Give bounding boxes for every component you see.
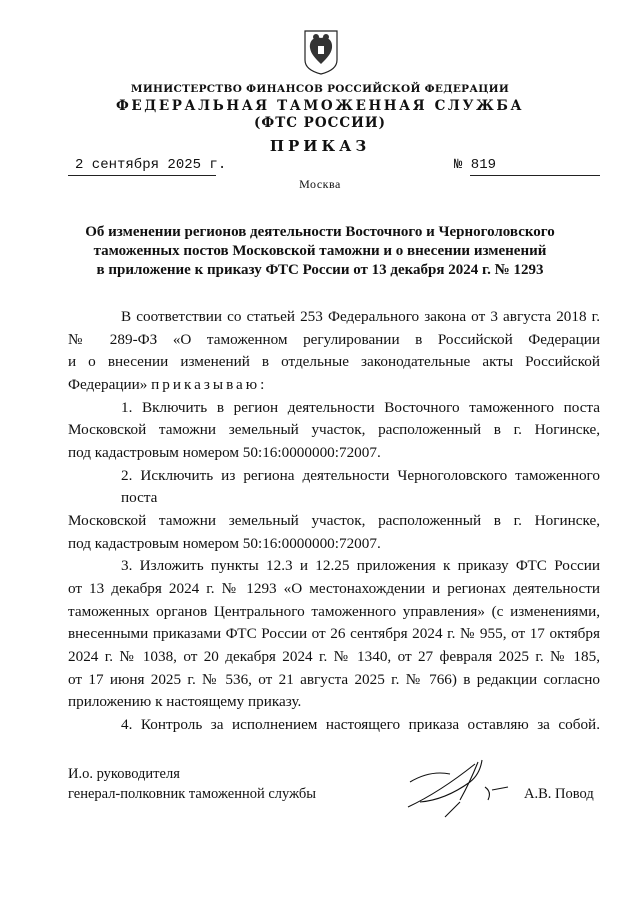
document-city: Москва: [299, 177, 341, 191]
body-line: Московской таможни земельный участок, расположенный в г. Ногинске,: [68, 511, 600, 529]
document-type: ПРИКАЗ: [269, 137, 371, 155]
ministry-name: МИНИСТЕРСТВО ФИНАНСОВ РОССИЙСКОЙ ФЕДЕРАЦИИ: [130, 83, 510, 95]
body-line: от 17 июня 2025 г. № 536, от 21 августа 2025 г. № 766) в редакции согласно: [68, 670, 600, 688]
title-line: таможенных постов Московской таможни и о внесении изменений: [93, 243, 547, 259]
body-line: Федерации»: [68, 375, 148, 393]
number-underline: [470, 175, 600, 176]
document-body: [68, 306, 600, 736]
document-number: № 819: [454, 157, 497, 173]
date-underline: [68, 175, 216, 176]
signatory-name: А.В. Повод: [524, 786, 594, 803]
body-line: № 289-ФЗ «О таможенном регулировании в Российской Федерации: [68, 330, 600, 348]
coat-of-arms-emblem: [302, 28, 340, 76]
document-title: [0, 223, 640, 280]
signature-block: [68, 764, 600, 824]
position-line: И.о. руководителя: [68, 766, 180, 783]
document-date: 2 сентября 2025 г.: [75, 157, 227, 173]
body-line: 2. Исключить из региона деятельности Черноголовского таможенного поста: [121, 466, 600, 507]
document-content: [68, 306, 600, 824]
service-name: ФЕДЕРАЛЬНАЯ ТАМОЖЕННАЯ СЛУЖБА: [115, 98, 525, 114]
position-line: генерал-полковник таможенной службы: [68, 786, 317, 803]
order-word: приказываю:: [151, 375, 268, 393]
body-line: Московской таможни земельный участок, расположенный в г. Ногинске,: [68, 421, 600, 439]
body-line: под кадастровым номером 50:16:0000000:72007.: [68, 534, 381, 552]
body-line: внесенными приказами ФТС России от 26 сентября 2024 г. № 955, от 17 октября: [68, 625, 600, 643]
body-line: под кадастровым номером 50:16:0000000:72007.: [68, 443, 381, 461]
body-line: В соответствии со статьей 253 Федерального закона от 3 августа 2018 г.: [121, 308, 600, 325]
body-line: 3. Изложить пункты 12.3 и 12.25 приложения к приказу ФТС России: [121, 557, 600, 575]
body-line: и о внесении изменений в отдельные законодательные акты Российской: [68, 353, 600, 371]
body-line: 1. Включить в регион деятельности Восточного таможенного поста: [121, 398, 600, 416]
body-line: 4. Контроль за исполнением настоящего приказа оставляю за собой.: [121, 715, 600, 733]
body-line: таможенных органов Центрального таможенного управления» (с изменениями,: [68, 602, 600, 620]
title-line: в приложение к приказу ФТС России от 13 декабря 2024 г. № 1293: [96, 262, 544, 278]
handwritten-signature: [400, 752, 510, 822]
body-line: приложению к настоящему приказу.: [68, 693, 302, 711]
body-line: от 13 декабря 2024 г. № 1293 «О местонахождении и регионах деятельности: [68, 579, 600, 597]
body-line: 2024 г. № 1038, от 20 декабря 2024 г. № 1340, от 27 февраля 2025 г. № 185,: [68, 647, 600, 665]
service-short-name: (ФТС РОССИИ): [254, 115, 386, 131]
title-line: Об изменении регионов деятельности Восточного и Черноголовского: [85, 224, 555, 240]
